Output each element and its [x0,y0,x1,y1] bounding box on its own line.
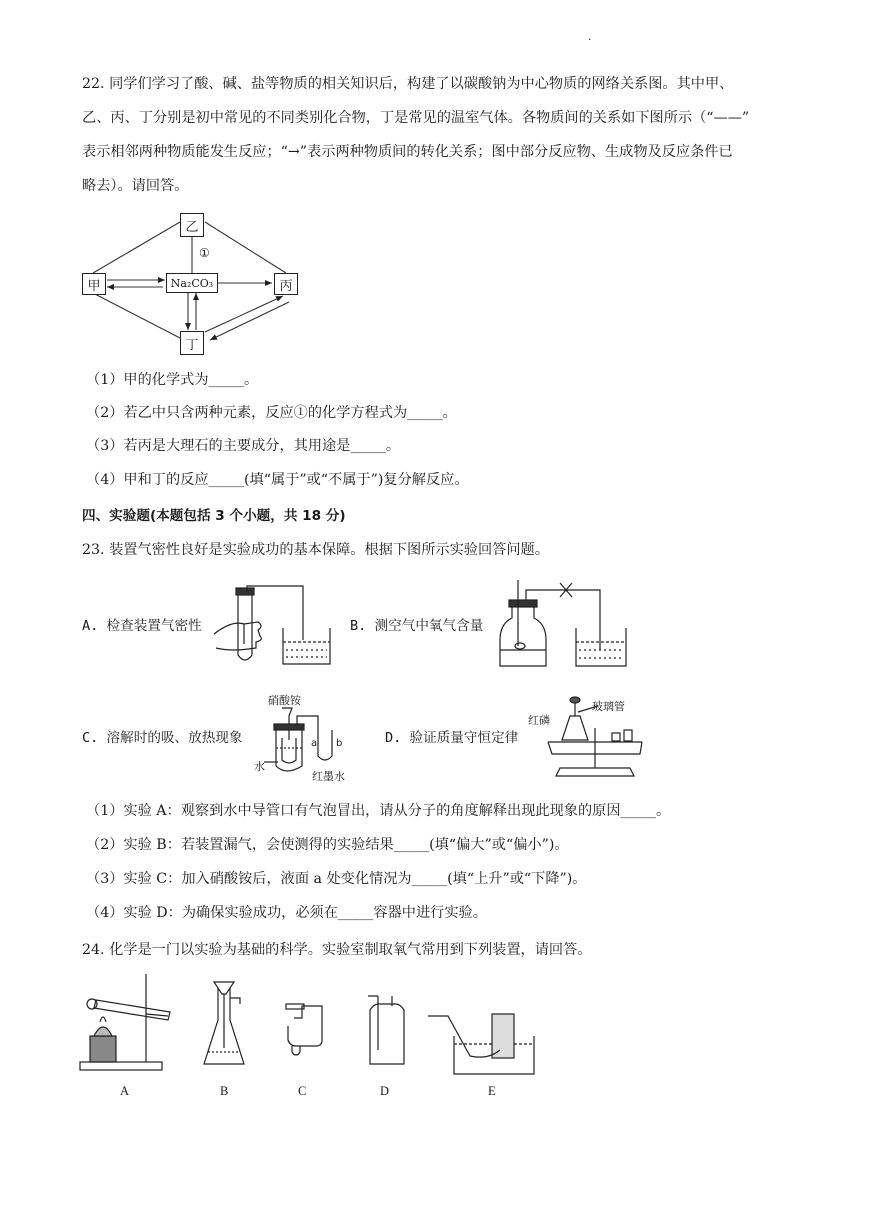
q24-intro: 24. 化学是一门以实验为基础的科学。实验室制取氧气常用到下列装置，请回答。 [82,942,592,958]
q23-sub1: （1）实验 A：观察到水中导管口有气泡冒出，请从分子的角度解释出现此现象的原因_____。 [86,803,671,819]
node-ding: 丁 [180,331,204,355]
q22-line4: 略去）。请回答。 [82,178,189,194]
node-yi: 乙 [180,213,204,237]
q22-line1: 22. 同学们学习了酸、碱、盐等物质的相关知识后，构建了以碳酸钠为中心物质的网络关系图。其中甲、 [82,76,734,92]
caption-c: C [298,1084,307,1098]
node-bing: 丙 [274,273,298,295]
q22-sub1: （1）甲的化学式为_____。 [86,372,259,388]
q23-sub2: （2）实验 B：若装置漏气，会使测得的实验结果_____(填“偏大”或“偏小”)。 [86,837,569,853]
label-experiment-a: A. 检查装置气密性 [82,618,202,634]
section-heading: 四、实验题(本题包括 3 个小题，共 18 分) [82,508,346,524]
q23-sub3: （3）实验 C：加入硝酸铵后，液面 a 处变化情况为_____(填“上升”或“下降”)。 [86,871,587,887]
caption-b: B [220,1084,229,1098]
label-experiment-b: B. 测空气中氧气含量 [350,618,484,634]
header-dot: . [588,30,592,43]
q22-sub4: （4）甲和丁的反应_____(填“属于”或“不属于”)复分解反应。 [86,472,469,488]
caption-e: E [488,1084,496,1098]
q23-sub4: （4）实验 D：为确保实验成功，必须在_____容器中进行实验。 [86,905,487,921]
q22-line3: 表示相邻两种物质能发生反应；“→”表示两种物质间的转化关系；图中部分反应物、生成物及反应条件已 [82,144,733,160]
q22-sub3: （3）若丙是大理石的主要成分，其用途是_____。 [86,438,401,454]
label-a: a [311,738,318,749]
q23-intro: 23. 装置气密性良好是实验成功的基本保障。根据下图所示实验回答问题。 [82,542,549,558]
label-red-phosphorus: 红磷 [528,714,550,727]
label-water: 水 [254,760,265,773]
label-glass-tube: 玻璃管 [592,700,625,713]
q22-sub2: （2）若乙中只含两种元素，反应①的化学方程式为_____。 [86,405,457,421]
reaction-marker: ① [199,246,210,260]
label-ammonium-nitrate: 硝酸铵 [268,694,301,707]
label-experiment-d: D. 验证质量守恒定律 [385,730,519,746]
node-jia: 甲 [82,273,106,295]
node-sodium-carbonate: Na₂CO₃ [166,273,218,293]
caption-d: D [380,1084,390,1098]
caption-a: A [120,1084,130,1098]
label-experiment-c: C. 溶解时的吸、放热现象 [82,730,243,746]
label-red-ink: 红墨水 [312,770,345,783]
label-b: b [336,738,343,749]
q22-line2: 乙、丙、丁分别是初中常见的不同类别化合物，丁是常见的温室气体。各物质间的关系如下图所示（“——” [82,110,750,126]
